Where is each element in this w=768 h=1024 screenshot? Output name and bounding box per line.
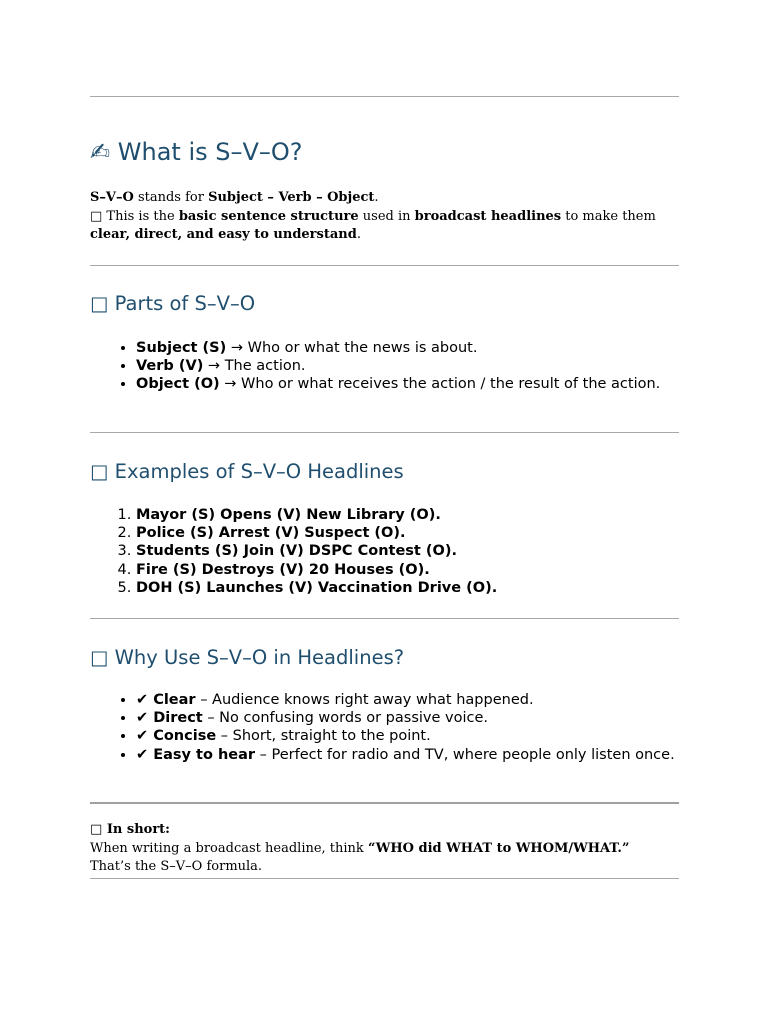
list-desc: → The action. bbox=[203, 358, 306, 375]
intro-text: stands for bbox=[133, 190, 209, 205]
list-item bbox=[136, 709, 725, 727]
box-icon: □ bbox=[90, 292, 109, 315]
box-icon: □ bbox=[90, 208, 103, 224]
example-headline: Mayor (S) Opens (V) New Library (O). bbox=[136, 507, 441, 523]
intro-text: . bbox=[374, 190, 379, 205]
list-term: ✔ Direct bbox=[136, 710, 203, 727]
writing-hand-icon: ✍ bbox=[90, 138, 111, 166]
summary-heading-text: In short: bbox=[102, 822, 170, 837]
intro-text: . bbox=[356, 227, 361, 242]
list-item bbox=[136, 357, 725, 375]
box-icon: □ bbox=[90, 646, 109, 669]
intro-text: used in bbox=[358, 208, 415, 224]
summary-line-1 bbox=[90, 840, 679, 859]
summary bbox=[90, 821, 679, 877]
page-title bbox=[90, 137, 679, 167]
list-item bbox=[136, 375, 725, 393]
list-item bbox=[136, 579, 725, 597]
summary-text: When writing a broadcast headline, think bbox=[90, 840, 368, 856]
list-item bbox=[136, 524, 725, 542]
list-term: Subject (S) bbox=[136, 340, 227, 356]
intro-line-1 bbox=[90, 189, 679, 208]
box-icon: □ bbox=[90, 460, 109, 483]
list-desc: – No confusing words or passive voice. bbox=[202, 710, 488, 727]
svo-abbr: S–V–O bbox=[90, 190, 134, 205]
summary-quote: “WHO did WHAT to WHOM/WHAT.” bbox=[367, 840, 630, 856]
intro-bold: basic sentence structure bbox=[178, 208, 359, 224]
list-term: ✔ Clear bbox=[136, 692, 196, 708]
list-item bbox=[136, 339, 725, 357]
examples-list bbox=[90, 506, 725, 597]
box-icon: □ bbox=[90, 822, 103, 837]
divider bbox=[90, 432, 679, 433]
reasons-list bbox=[90, 691, 725, 764]
list-desc: – Short, straight to the point. bbox=[216, 728, 431, 745]
section-heading-text: Examples of S–V–O Headlines bbox=[114, 460, 404, 483]
list-term: Object (O) bbox=[136, 376, 220, 393]
intro-text: to make them bbox=[561, 208, 656, 224]
list-term: Verb (V) bbox=[136, 358, 204, 375]
summary-line-2: That’s the S–V–O formula. bbox=[90, 859, 263, 874]
svo-expansion: Subject – Verb – Object bbox=[208, 190, 375, 205]
list-desc: – Audience knows right away what happened. bbox=[195, 692, 534, 708]
parts-list bbox=[90, 339, 725, 394]
list-desc: – Perfect for radio and TV, where people only listen once. bbox=[255, 746, 675, 763]
divider bbox=[90, 618, 679, 619]
divider bbox=[90, 265, 679, 266]
divider bbox=[90, 96, 679, 97]
intro-bold: broadcast headlines bbox=[414, 208, 562, 224]
section-heading-why bbox=[90, 645, 679, 671]
intro-text: This is the bbox=[102, 208, 179, 224]
example-headline: DOH (S) Launches (V) Vaccination Drive (O). bbox=[136, 579, 498, 596]
section-heading-text: Parts of S–V–O bbox=[114, 292, 256, 315]
list-item bbox=[136, 561, 725, 579]
intro-line-2 bbox=[90, 208, 679, 245]
list-item bbox=[136, 691, 725, 709]
example-headline: Students (S) Join (V) DSPC Contest (O). bbox=[136, 543, 457, 560]
list-desc: → Who or what receives the action / the result of the action. bbox=[219, 376, 661, 393]
section-heading-examples bbox=[90, 459, 679, 485]
list-desc: → Who or what the news is about. bbox=[226, 340, 478, 356]
list-item bbox=[136, 746, 725, 764]
list-item bbox=[136, 506, 725, 524]
list-term: ✔ Concise bbox=[136, 728, 217, 745]
example-headline: Police (S) Arrest (V) Suspect (O). bbox=[136, 525, 406, 542]
summary-heading bbox=[90, 821, 679, 840]
intro-paragraph bbox=[90, 189, 679, 245]
divider bbox=[90, 802, 679, 804]
list-item bbox=[136, 727, 725, 745]
list-term: ✔ Easy to hear bbox=[136, 746, 256, 763]
section-heading-parts bbox=[90, 291, 679, 317]
divider bbox=[90, 878, 679, 879]
list-item bbox=[136, 542, 725, 560]
page-title-text: What is S–V–O? bbox=[117, 138, 303, 166]
section-heading-text: Why Use S–V–O in Headlines? bbox=[114, 646, 405, 669]
intro-bold: clear, direct, and easy to understand bbox=[90, 227, 357, 242]
example-headline: Fire (S) Destroys (V) 20 Houses (O). bbox=[136, 561, 430, 578]
